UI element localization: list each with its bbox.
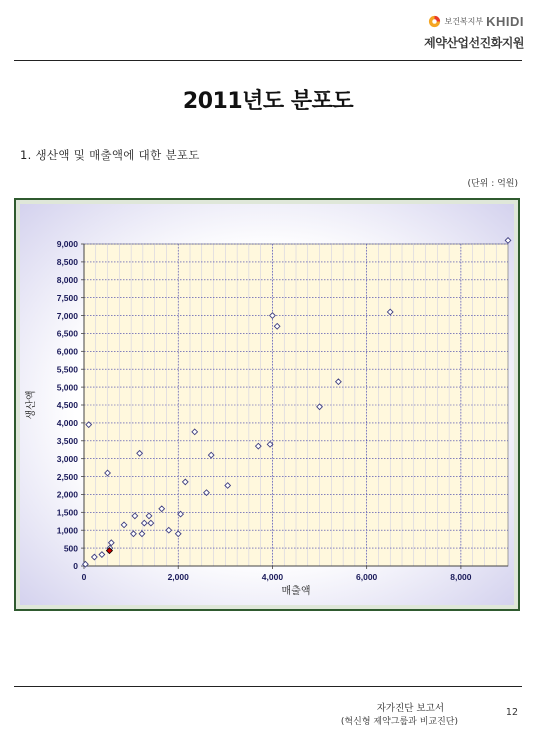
logo-brand-text: KHIDI (486, 14, 524, 29)
y-tick-label: 5,500 (56, 364, 78, 375)
y-tick-label: 6,000 (56, 346, 78, 357)
y-tick-label: 3,000 (56, 453, 78, 464)
khidi-logo (404, 12, 524, 56)
y-axis-label: 생산액 (26, 390, 37, 420)
x-tick-label: 8,000 (450, 572, 472, 582)
logo-swirl-icon (428, 15, 441, 28)
y-tick-label: 7,500 (56, 292, 78, 303)
page-title: 2011년도 분포도 (182, 89, 354, 114)
y-tick-label: 4,000 (56, 418, 78, 429)
y-tick-label: 2,500 (56, 471, 78, 482)
header-divider (14, 60, 522, 61)
unit-label: (단위 : 억원) (467, 179, 518, 189)
y-tick-label: 8,500 (56, 257, 78, 268)
y-tick-label: 4,500 (56, 400, 78, 411)
x-tick-label: 6,000 (356, 572, 378, 582)
x-tick-label: 4,000 (261, 572, 284, 582)
footer-divider (14, 686, 522, 687)
logo-ministry-text: 보건복지부 (444, 17, 484, 26)
y-tick-label: 0 (73, 561, 78, 572)
y-tick-label: 3,500 (56, 435, 78, 446)
y-tick-label: 8,000 (56, 274, 78, 285)
section-heading: 1. 생산액 및 매출액에 대한 분포도 (20, 148, 200, 162)
y-tick-label: 2,000 (56, 489, 78, 500)
logo-org-text: 제약산업선진화지원 (424, 36, 524, 50)
x-tick-label: 0 (81, 572, 87, 582)
y-tick-label: 500 (63, 543, 78, 554)
scatter-chart-frame (14, 198, 520, 611)
scatter-chart (20, 204, 518, 609)
page-number: 12 (505, 707, 518, 718)
y-tick-label: 1,500 (56, 507, 78, 518)
y-tick-label: 5,000 (56, 382, 78, 393)
footer-report-title: 자가진단 보고서 (376, 703, 444, 714)
chart-background (20, 204, 514, 605)
footer-report-subtitle: (혁신형 제약그룹과 비교진단) (340, 717, 458, 727)
y-tick-label: 1,000 (56, 525, 78, 536)
x-axis-label: 매출액 (281, 586, 311, 597)
y-tick-label: 7,000 (56, 310, 78, 321)
x-tick-label: 2,000 (167, 572, 189, 582)
y-tick-label: 9,000 (56, 239, 78, 250)
y-tick-label: 6,500 (56, 328, 78, 339)
data-point (505, 238, 511, 244)
